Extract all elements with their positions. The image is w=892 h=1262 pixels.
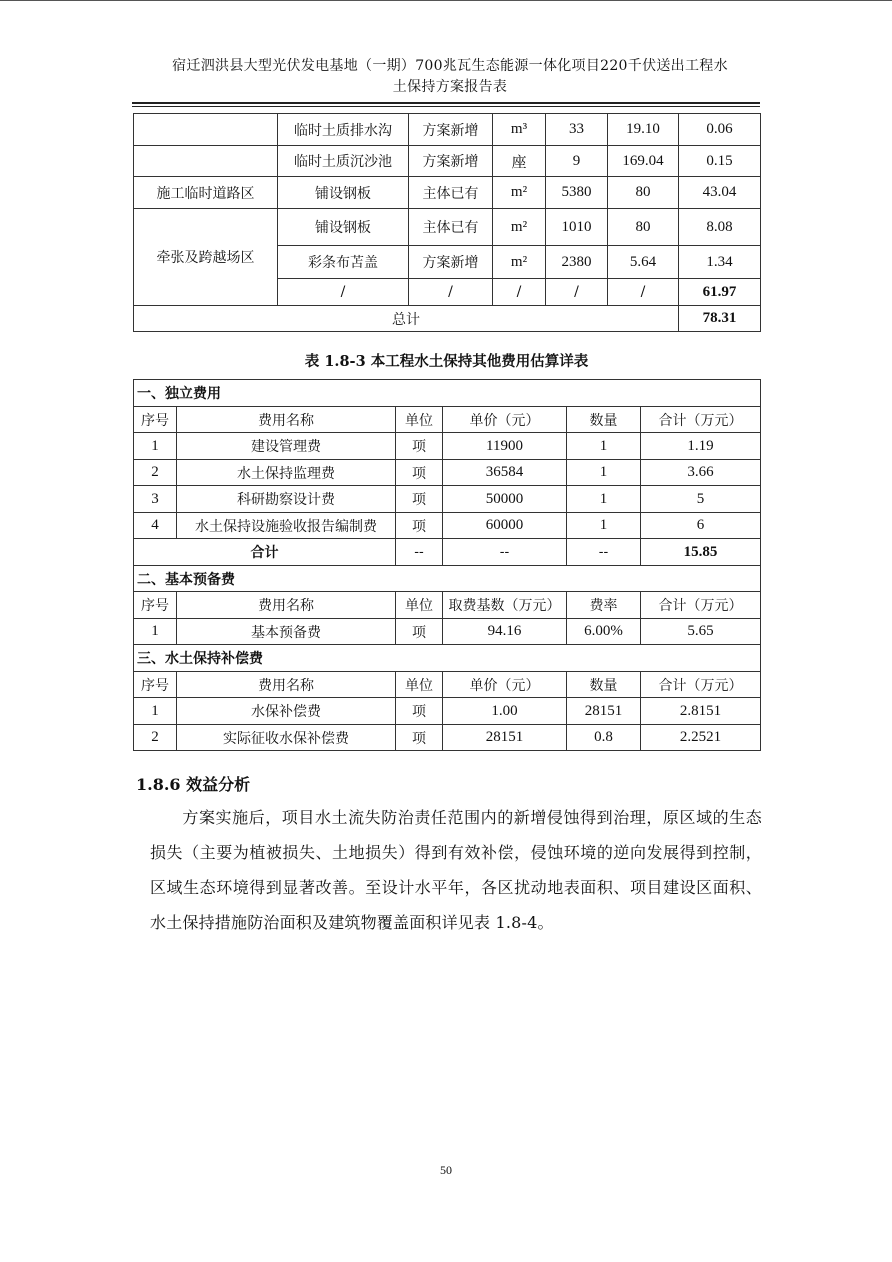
total-cell: 0.15 xyxy=(679,146,761,177)
cell: 实际征收水保补偿费 xyxy=(177,725,396,751)
column-header: 合计（万元） xyxy=(641,672,761,698)
subtotal-row xyxy=(134,539,761,566)
column-header: 数量 xyxy=(567,407,641,433)
section-title-row xyxy=(134,566,761,592)
cell: 项 xyxy=(396,698,443,725)
column-header: 费率 xyxy=(567,592,641,619)
body-paragraph xyxy=(150,800,762,940)
measures-cost-table xyxy=(133,113,761,332)
cell: 28151 xyxy=(443,725,567,751)
area-cell xyxy=(134,146,278,177)
cell: 建设管理费 xyxy=(177,433,396,460)
qty-cell: 9 xyxy=(546,146,608,177)
section-heading: 1.8.6 效益分析 xyxy=(136,775,251,794)
unit-cell: m² xyxy=(493,209,546,246)
cell: 3 xyxy=(134,486,177,513)
cell: 2 xyxy=(134,460,177,486)
table-row xyxy=(134,619,761,645)
total-cell: 0.06 xyxy=(679,114,761,146)
cell: 水保补偿费 xyxy=(177,698,396,725)
page-header xyxy=(140,56,760,98)
cell: 项 xyxy=(396,486,443,513)
cell: 6 xyxy=(641,513,761,539)
cell: 2.8151 xyxy=(641,698,761,725)
measure-cell: 彩条布苫盖 xyxy=(278,246,409,279)
column-header: 取费基数（万元） xyxy=(443,592,567,619)
cell: 1.19 xyxy=(641,433,761,460)
column-header: 单价（元） xyxy=(443,672,567,698)
type-cell: 主体已有 xyxy=(409,177,493,209)
cell: -- xyxy=(443,539,567,566)
column-header: 单位 xyxy=(396,672,443,698)
page-number: 50 xyxy=(440,1163,452,1177)
measure-cell: 临时土质沉沙池 xyxy=(278,146,409,177)
header-line-1: 宿迁泗洪县大型光伏发电基地（一期）700兆瓦生态能源一体化项目220千伏送出工程水 xyxy=(172,58,728,74)
unit-cell: 座 xyxy=(493,146,546,177)
column-header: 费用名称 xyxy=(177,407,396,433)
cell: 1 xyxy=(567,513,641,539)
cell: 1 xyxy=(134,433,177,460)
price-cell: 5.64 xyxy=(608,246,679,279)
cell: 1 xyxy=(567,486,641,513)
column-header: 费用名称 xyxy=(177,672,396,698)
header-rule-thin xyxy=(132,106,760,107)
table-row xyxy=(134,486,761,513)
table-row xyxy=(134,433,761,460)
header-row xyxy=(134,672,761,698)
grand-total-value: 78.31 xyxy=(679,306,761,332)
column-header: 数量 xyxy=(567,672,641,698)
cell: 2 xyxy=(134,725,177,751)
price-cell: 169.04 xyxy=(608,146,679,177)
type-cell: 主体已有 xyxy=(409,209,493,246)
cell: 水土保持监理费 xyxy=(177,460,396,486)
measure-cell: 铺设钢板 xyxy=(278,209,409,246)
type-cell: / xyxy=(409,279,493,306)
table-row xyxy=(134,177,761,209)
unit-cell: m² xyxy=(493,177,546,209)
other-costs-table xyxy=(133,379,761,751)
cell: 11900 xyxy=(443,433,567,460)
top-border-line xyxy=(0,0,892,1)
cell: 科研勘察设计费 xyxy=(177,486,396,513)
section-title: 二、基本预备费 xyxy=(134,566,761,592)
total-cell: 1.34 xyxy=(679,246,761,279)
header-row xyxy=(134,592,761,619)
qty-cell: 33 xyxy=(546,114,608,146)
cell: 28151 xyxy=(567,698,641,725)
type-cell: 方案新增 xyxy=(409,146,493,177)
table-row xyxy=(134,513,761,539)
cell: 项 xyxy=(396,725,443,751)
cell: 5.65 xyxy=(641,619,761,645)
cell: 5 xyxy=(641,486,761,513)
table-row xyxy=(134,698,761,725)
qty-cell: / xyxy=(546,279,608,306)
unit-cell: m² xyxy=(493,246,546,279)
qty-cell: 2380 xyxy=(546,246,608,279)
cell: 1 xyxy=(134,698,177,725)
cell: 水土保持设施验收报告编制费 xyxy=(177,513,396,539)
table-row xyxy=(134,460,761,486)
measure-cell: 临时土质排水沟 xyxy=(278,114,409,146)
header-rule xyxy=(132,102,760,104)
cell: 0.8 xyxy=(567,725,641,751)
cell: 1 xyxy=(567,433,641,460)
table-row xyxy=(134,146,761,177)
cell: 1.00 xyxy=(443,698,567,725)
subtotal-cell: 61.97 xyxy=(679,279,761,306)
subtotal-label: 合计 xyxy=(134,539,396,566)
cell: 3.66 xyxy=(641,460,761,486)
table-caption: 表 1.8-3 本工程水土保持其他费用估算详表 xyxy=(304,353,589,370)
subtotal-value: 15.85 xyxy=(641,539,761,566)
section-title-row xyxy=(134,380,761,407)
column-header: 单位 xyxy=(396,407,443,433)
measure-cell: / xyxy=(278,279,409,306)
area-cell: 施工临时道路区 xyxy=(134,177,278,209)
grand-total-label: 总计 xyxy=(134,306,679,332)
column-header: 单价（元） xyxy=(443,407,567,433)
price-cell: 80 xyxy=(608,177,679,209)
table-row xyxy=(134,114,761,146)
cell: 6.00% xyxy=(567,619,641,645)
cell: 1 xyxy=(134,619,177,645)
column-header: 费用名称 xyxy=(177,592,396,619)
qty-cell: 5380 xyxy=(546,177,608,209)
cell: 94.16 xyxy=(443,619,567,645)
cell: 项 xyxy=(396,513,443,539)
measure-cell: 铺设钢板 xyxy=(278,177,409,209)
header-line-2: 土保持方案报告表 xyxy=(392,79,508,95)
qty-cell: 1010 xyxy=(546,209,608,246)
cell: 36584 xyxy=(443,460,567,486)
price-cell: / xyxy=(608,279,679,306)
section-title-row xyxy=(134,645,761,672)
unit-cell: m³ xyxy=(493,114,546,146)
cell: 1 xyxy=(567,460,641,486)
table-row xyxy=(134,725,761,751)
paragraph-text: 方案实施后，项目水土流失防治责任范围内的新增侵蚀得到治理，原区域的生态损失（主要为植被损失、土地损失）得到有效补偿，侵蚀环境的逆向发展得到控制，区域生态环境得到显著改善。至设计水平年，各区扰动地表面积、项目建设区面积、水土保持措施防治面积及建筑物覆盖面积详见表 1.8-4。 xyxy=(150,808,762,932)
cell: 50000 xyxy=(443,486,567,513)
grand-total-row xyxy=(134,306,761,332)
section-title: 一、独立费用 xyxy=(134,380,761,407)
cell: 项 xyxy=(396,619,443,645)
total-cell: 43.04 xyxy=(679,177,761,209)
cell: -- xyxy=(396,539,443,566)
cell: 60000 xyxy=(443,513,567,539)
area-cell xyxy=(134,114,278,146)
type-cell: 方案新增 xyxy=(409,114,493,146)
cell: 4 xyxy=(134,513,177,539)
column-header: 序号 xyxy=(134,407,177,433)
column-header: 序号 xyxy=(134,592,177,619)
cell: 2.2521 xyxy=(641,725,761,751)
price-cell: 80 xyxy=(608,209,679,246)
cell: -- xyxy=(567,539,641,566)
column-header: 序号 xyxy=(134,672,177,698)
cell: 项 xyxy=(396,433,443,460)
cell: 基本预备费 xyxy=(177,619,396,645)
header-row xyxy=(134,407,761,433)
price-cell: 19.10 xyxy=(608,114,679,146)
total-cell: 8.08 xyxy=(679,209,761,246)
section-title: 三、水土保持补偿费 xyxy=(134,645,761,672)
cell: 项 xyxy=(396,460,443,486)
type-cell: 方案新增 xyxy=(409,246,493,279)
area-cell: 牵张及跨越场区 xyxy=(134,209,278,306)
column-header: 合计（万元） xyxy=(641,592,761,619)
table-row xyxy=(134,209,761,246)
column-header: 单位 xyxy=(396,592,443,619)
column-header: 合计（万元） xyxy=(641,407,761,433)
unit-cell: / xyxy=(493,279,546,306)
